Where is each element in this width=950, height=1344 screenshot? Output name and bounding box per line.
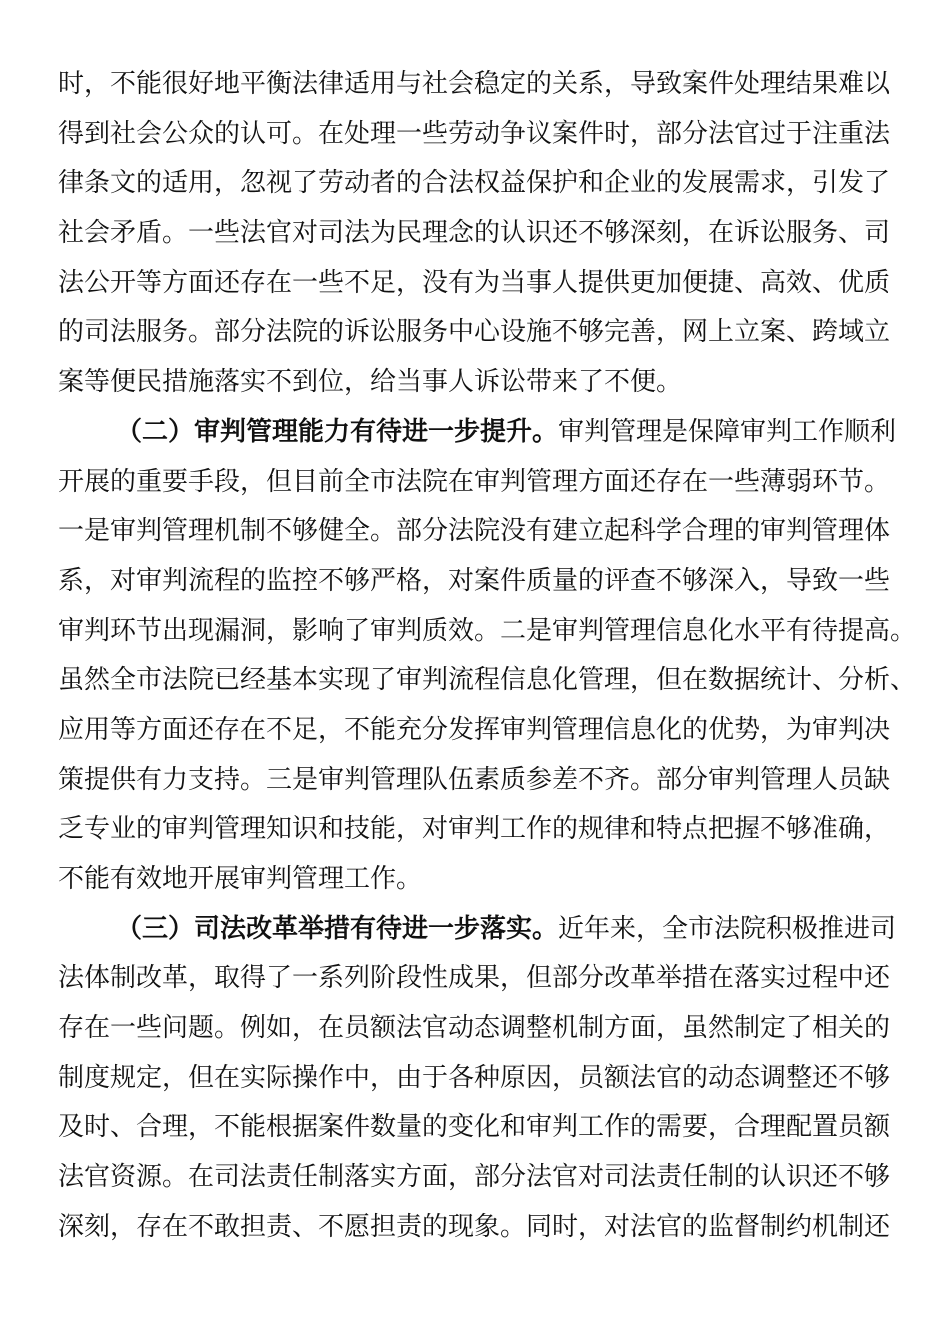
text-line: 法公开等方面还存在一些不足，没有为当事人提供更加便捷、高效、优质	[58, 267, 891, 298]
section-trial-management	[58, 408, 917, 905]
text-line: 社会矛盾。一些法官对司法为民理念的认识还不够深刻，在诉讼服务、司	[58, 218, 891, 249]
text-line: 法体制改革，取得了一系列阶段性成果，但部分改革举措在落实过程中还	[58, 963, 891, 994]
text-line: 存在一些问题。例如，在员额法官动态调整机制方面，虽然制定了相关的	[58, 1013, 891, 1044]
text-line: 制度规定，但在实际操作中，由于各种原因，员额法官的动态调整还不够	[58, 1062, 891, 1093]
text-line: 深刻，存在不敢担责、不愿担责的现象。同时，对法官的监督制约机制还	[58, 1211, 891, 1242]
text-line: 虽然全市法院已经基本实现了审判流程信息化管理，但在数据统计、分析、	[58, 665, 917, 696]
document-page	[58, 60, 917, 1253]
text-line: 乏专业的审判管理知识和技能，对审判工作的规律和特点把握不够准确，	[58, 814, 891, 845]
section-first-line	[58, 408, 897, 458]
text-line: 一是审判管理机制不够健全。部分法院没有建立起科学合理的审判管理体	[58, 516, 891, 547]
text-line: 审判环节出现漏洞，影响了审判质效。二是审判管理信息化水平有待提高。	[58, 615, 917, 646]
text-line: 应用等方面还存在不足，不能充分发挥审判管理信息化的优势，为审判决	[58, 714, 891, 745]
text-line: 策提供有力支持。三是审判管理队伍素质参差不齐。部分审判管理人员缺	[58, 764, 891, 795]
text-line: 案等便民措施落实不到位，给当事人诉讼带来了不便。	[58, 367, 683, 398]
paragraph-intro-continuation	[58, 60, 890, 408]
section-heading: （三）司法改革举措有待进一步落实。	[116, 913, 559, 944]
text-line: 时，不能很好地平衡法律适用与社会稳定的关系，导致案件处理结果难以	[58, 69, 891, 99]
section-first-line	[58, 905, 897, 955]
text-line: 不能有效地开展审判管理工作。	[58, 864, 423, 894]
text-fragment: 近年来，全市法院积极推进司	[558, 913, 897, 944]
text-line: 系，对审判流程的监控不够严格，对案件质量的评查不够深入，导致一些	[58, 565, 891, 596]
section-heading: （二）审判管理能力有待进一步提升。	[116, 416, 559, 447]
section-judicial-reform	[58, 905, 897, 1253]
text-line: 法官资源。在司法责任制落实方面，部分法官对司法责任制的认识还不够	[58, 1162, 891, 1193]
text-line: 开展的重要手段，但目前全市法院在审判管理方面还存在一些薄弱环节。	[58, 466, 891, 497]
text-line: 律条文的适用，忽视了劳动者的合法权益保护和企业的发展需求，引发了	[58, 168, 891, 199]
text-line: 及时、合理，不能根据案件数量的变化和审判工作的需要，合理配置员额	[58, 1112, 891, 1143]
text-fragment: 审判管理是保障审判工作顺利	[558, 416, 897, 447]
text-line: 的司法服务。部分法院的诉讼服务中心设施不够完善，网上立案、跨域立	[58, 317, 891, 348]
text-line: 得到社会公众的认可。在处理一些劳动争议案件时，部分法官过于注重法	[58, 118, 891, 149]
